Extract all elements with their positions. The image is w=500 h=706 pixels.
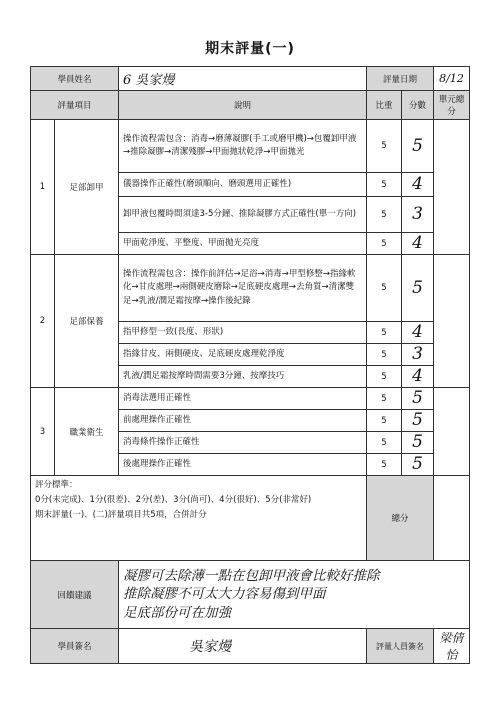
section-number: 2 <box>31 255 55 388</box>
criterion-description: 儀器操作正確性(磨頭順向、磨頭選用正確性) <box>119 173 367 197</box>
col-unit-total-header: 單元總分 <box>434 91 470 120</box>
criterion-weight: 5 <box>367 432 402 454</box>
score-field[interactable]: 5 <box>402 120 434 173</box>
criterion-description: 操作流程需包含：消毒→磨薄凝膠(手工或磨甲機)→包覆卸甲液→推除凝膠→清潔殘膠→甲面拋狀乾淨→甲面拋光 <box>119 120 367 173</box>
col-item-header: 評量項目 <box>31 91 119 120</box>
criterion-description: 卸甲液包覆時間須達3-5分鐘、推除凝膠方式正確性(單一方向) <box>119 197 367 233</box>
section-name: 職業衛生 <box>55 388 119 476</box>
criterion-description: 指甲修型一致(長度、形狀) <box>119 322 367 344</box>
criterion-description: 指緣甘皮、兩側硬皮、足底硬皮處理乾淨度 <box>119 344 367 366</box>
score-field[interactable]: 4 <box>402 322 434 344</box>
criterion-weight: 5 <box>367 173 402 197</box>
criterion-description: 操作流程需包含：操作前評估→足浴→消毒→甲型修整→指緣軟化→甘皮處理→兩側硬皮磨除→足底硬皮處理→去角質→清潔雙足→乳液/潤足霜按摩→操作後紀錄 <box>119 255 367 322</box>
criterion-description: 乳液/潤足霜按摩時間需要3分鐘、按摩技巧 <box>119 366 367 388</box>
signature-row <box>31 629 470 664</box>
criterion-description: 前處理操作正確性 <box>119 410 367 432</box>
criterion-description: 後處理操作正確性 <box>119 454 367 476</box>
feedback-row <box>31 561 470 629</box>
student-signature-label: 學員簽名 <box>31 629 119 664</box>
criterion-weight: 5 <box>367 454 402 476</box>
score-field[interactable]: 3 <box>402 197 434 233</box>
criteria-title: 評分標準： <box>35 480 78 490</box>
column-header-row <box>31 91 470 120</box>
student-name-field[interactable]: 6 吳家熳 <box>119 67 367 91</box>
score-field[interactable]: 4 <box>402 173 434 197</box>
score-field[interactable]: 5 <box>402 432 434 454</box>
date-field[interactable]: 8/12 <box>434 67 470 91</box>
criterion-weight: 5 <box>367 120 402 173</box>
assessor-signature-label: 評量人員簽名 <box>367 629 434 664</box>
student-name-label: 學員姓名 <box>31 67 119 91</box>
student-signature: 吳家熳 <box>189 639 232 655</box>
page-title: 期末評量(一) <box>205 41 295 57</box>
scoring-criteria <box>31 476 367 561</box>
criterion-weight: 5 <box>367 255 402 322</box>
col-score-header: 分數 <box>402 91 434 120</box>
assessor-signature-field[interactable] <box>434 629 470 664</box>
criteria-row <box>31 476 470 561</box>
score-field[interactable]: 5 <box>402 454 434 476</box>
section-number: 3 <box>31 388 55 476</box>
feedback-line: 足底部份可在加強 <box>123 604 232 621</box>
col-weight-header: 比重 <box>367 91 402 120</box>
criterion-description: 甲面乾淨度、平整度、甲面拋光亮度 <box>119 233 367 255</box>
unit-total-cell[interactable] <box>434 120 470 255</box>
unit-total-cell[interactable] <box>434 255 470 388</box>
feedback-line: 推除凝膠不可太大力容易傷到甲面 <box>123 586 326 603</box>
assessment-form <box>30 66 470 664</box>
score-field[interactable]: 5 <box>402 410 434 432</box>
table-row <box>31 255 470 322</box>
unit-total-cell[interactable] <box>434 388 470 476</box>
criteria-scale: 0分(未完成)、1分(很差)、2分(差)、3分(尚可)、4分(很好)、5分(非常好) <box>35 494 312 505</box>
criterion-description: 消毒法選用正確性 <box>119 388 367 410</box>
criterion-weight: 5 <box>367 388 402 410</box>
table-row <box>31 120 470 173</box>
criterion-weight: 5 <box>367 233 402 255</box>
table-row <box>31 388 470 410</box>
criterion-weight: 5 <box>367 344 402 366</box>
criterion-weight: 5 <box>367 366 402 388</box>
criterion-weight: 5 <box>367 197 402 233</box>
score-field[interactable]: 3 <box>402 344 434 366</box>
score-field[interactable]: 5 <box>402 388 434 410</box>
name-row <box>31 67 470 91</box>
score-field[interactable]: 4 <box>402 366 434 388</box>
criterion-description: 消毒條件操作正確性 <box>119 432 367 454</box>
feedback-label: 回饋建議 <box>31 561 119 629</box>
col-description-header: 說明 <box>119 91 367 120</box>
score-field[interactable]: 5 <box>402 255 434 322</box>
total-label: 總分 <box>367 476 434 561</box>
criteria-note: 期末評量(一)、(二)評量項目共5項，合併計分 <box>35 509 207 520</box>
section-name: 足部保養 <box>55 255 119 388</box>
student-signature-field[interactable] <box>119 629 367 664</box>
criterion-weight: 5 <box>367 410 402 432</box>
feedback-field[interactable] <box>119 561 470 629</box>
section-number: 1 <box>31 120 55 255</box>
total-score-field[interactable] <box>434 476 470 561</box>
criterion-weight: 5 <box>367 322 402 344</box>
score-field[interactable]: 4 <box>402 233 434 255</box>
section-name: 足部卸甲 <box>55 120 119 255</box>
feedback-line: 凝膠可去除薄一點在包卸甲液會比較好推除 <box>123 568 380 585</box>
date-label: 評量日期 <box>367 67 434 91</box>
assessor-signature: 梁倩怡 <box>439 631 464 662</box>
